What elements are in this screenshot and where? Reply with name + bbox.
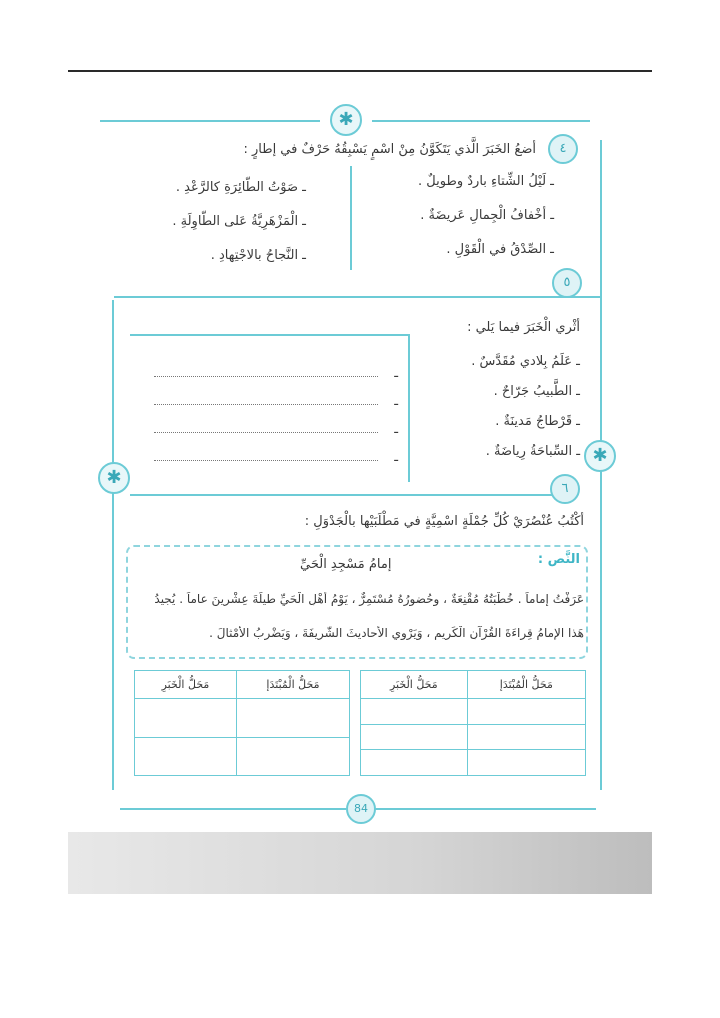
ex1-right-item: ـ أخْفافُ الْجِمالِ عَريضَةٌ .: [420, 208, 554, 223]
ex2-badge: ٥: [552, 268, 582, 298]
top-rule: [68, 70, 652, 72]
ex1-left-item: ـ صَوْتُ الطّائِرَةِ كالرَّعْدِ .: [175, 180, 306, 195]
text-title: إمامُ مَسْجِدِ الْحَيِّ: [300, 557, 392, 572]
ex1-badge: ٤: [548, 134, 578, 164]
bottom-border-left: [120, 808, 346, 810]
answer-dash: ـ: [394, 366, 398, 381]
answer-line[interactable]: [154, 432, 378, 433]
ex2-instruction: أثْري الْخَبَرَ فيما يَلي :: [467, 320, 580, 335]
table-cell[interactable]: [361, 750, 468, 776]
right-star-ornament: ✱: [584, 440, 616, 472]
table-cell[interactable]: [467, 699, 585, 725]
ex2-item: ـ قَرْطاجُ مَدينَةٌ .: [495, 414, 580, 429]
ex1-instruction: أضعُ الخَبَرَ الَّذي يَتَكَوَّنُ مِنْ اسْمٍ يَسْبِقُهُ حَرْفٌ في إطارٍ :: [243, 142, 536, 157]
scan-shadow: [68, 832, 652, 894]
table-cell[interactable]: [135, 737, 237, 776]
answer-dash: ـ: [394, 394, 398, 409]
section-divider-1: [114, 296, 600, 298]
ex1-right-item: ـ الصِّدْقُ في الْقَوْلِ .: [446, 242, 554, 257]
ex1-left-list: [106, 178, 306, 280]
answer-dash: ـ: [394, 422, 398, 437]
table-header: مَحَلُّ الْمُبْتَدَإ: [467, 671, 585, 699]
table-header: مَحَلُّ الْمُبْتَدَإ: [236, 671, 349, 699]
top-border-left: [100, 120, 320, 122]
answer-table-left: [134, 670, 350, 776]
ex1-right-item: ـ لَيْلُ الشِّتاءِ باردٌ وطويلٌ .: [418, 174, 554, 189]
top-border-right: [372, 120, 590, 122]
table-cell[interactable]: [236, 737, 349, 776]
section-divider-2: [130, 494, 578, 496]
ex2-answer-lines: [154, 366, 398, 478]
left-star-ornament: ✱: [98, 462, 130, 494]
table-cell[interactable]: [361, 724, 468, 750]
ex2-item: ـ الطَّبيبُ جَرّاحٌ .: [493, 384, 580, 399]
table-cell[interactable]: [467, 750, 585, 776]
ex2-item: ـ عَلَمُ بِلادي مُقَدَّسٌ .: [471, 354, 580, 369]
answer-line[interactable]: [154, 376, 378, 377]
answer-table-right: [360, 670, 586, 776]
ex2-items: [410, 352, 580, 472]
table-cell[interactable]: [467, 724, 585, 750]
bottom-border-right: [374, 808, 596, 810]
ex1-right-list: [344, 172, 554, 274]
ex1-left-item: ـ الْمَزْهَرِيَّةُ عَلى الطّاوِلَةِ .: [172, 214, 306, 229]
ex3-badge: ٦: [550, 474, 580, 504]
text-label: النَّص :: [537, 552, 580, 567]
table-cell[interactable]: [135, 699, 237, 738]
table-cell[interactable]: [236, 699, 349, 738]
top-star-ornament: ✱: [330, 104, 362, 136]
table-header: مَحَلُّ الْخَبَرِ: [361, 671, 468, 699]
page-number: 84: [346, 794, 376, 824]
answer-line[interactable]: [154, 404, 378, 405]
text-paragraph-line-1: عَرَفْتُ إماماً . خُطْبَتُهُ مُقْنِعَةٌ ، وحُضورُهُ مُسْتَمِرٌّ ، يَوْمُ أهْلِ الْحَيِّ طيلَةَ عِشْرينَ عاماً . يُجيدُ: [154, 592, 584, 606]
ex3-instruction: أكْتُبُ عُنْصُرَيْ كُلِّ جُمْلَةٍ اسْمِيَّةٍ في مَطْلَبَيْها بالْجَدْوَلِ :: [304, 514, 584, 529]
ex1-left-item: ـ النَّجاحُ بالاجْتِهادِ .: [210, 248, 306, 263]
table-cell[interactable]: [361, 699, 468, 725]
ex2-item: ـ السِّباحَةُ رِياضَةٌ .: [485, 444, 580, 459]
text-paragraph-line-2: هَذا الإمامُ قِراءَةَ القُرْآنِ الْكَريمِ ، وَيَرْوي الأحاديثَ الشَّريفَةَ ، وَيَضْرِبُ الأمْثالَ .: [209, 626, 584, 640]
table-header: مَحَلُّ الْخَبَرِ: [135, 671, 237, 699]
answer-dash: ـ: [394, 450, 398, 465]
answer-line[interactable]: [154, 460, 378, 461]
left-border: [112, 300, 114, 790]
